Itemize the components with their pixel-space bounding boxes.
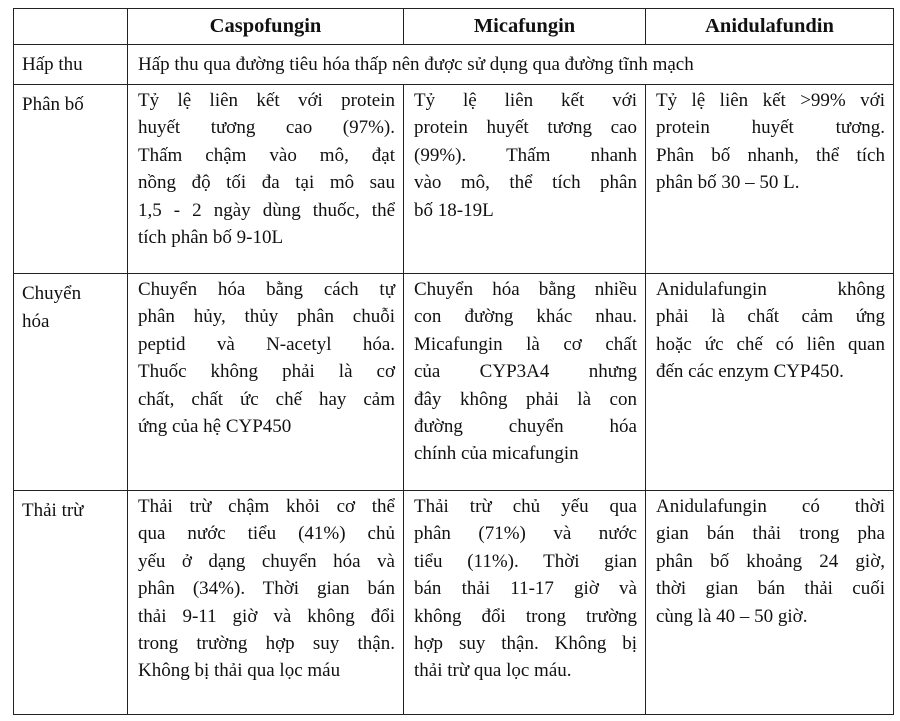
- row-metabolism: [14, 274, 894, 491]
- text-line: vào mô, thể tích phân: [414, 172, 637, 194]
- elimination-micafungin: [404, 491, 646, 715]
- text-line: nồng độ tối đa tại mô sau: [138, 172, 395, 194]
- distribution-anidulafundin: [646, 85, 894, 274]
- text-line: Chuyển hóa bằng nhiều: [414, 279, 637, 300]
- text-line: Tỷ lệ liên kết với: [414, 90, 637, 111]
- text-line: đường chuyển hóa: [414, 416, 637, 438]
- row-elimination: [14, 491, 894, 715]
- text-line: bán thải 11-17 giờ và: [414, 578, 637, 600]
- text-line: Chuyển hóa bằng cách tự: [138, 279, 395, 300]
- text-line: phân (71%) và nước: [414, 523, 637, 545]
- text-line: Không bị thải qua lọc máu: [138, 660, 341, 682]
- text-line: Thải trừ chủ yếu qua: [414, 496, 637, 517]
- row-distribution: [14, 85, 894, 274]
- row-label-absorption: Hấp thu: [14, 45, 128, 85]
- text-line: tiểu (11%). Thời gian: [414, 550, 637, 572]
- text-line: ứng của hệ CYP450: [138, 416, 292, 438]
- text-line: Chuyển: [22, 283, 82, 304]
- text-line: thải 9-11 giờ và không đổi: [138, 605, 395, 627]
- text-line: (99%). Thấm nhanh: [414, 144, 637, 166]
- header-row: [14, 9, 894, 45]
- text-line: 1,5 - 2 ngày dùng thuốc, thể: [138, 199, 395, 221]
- pharmacokinetics-table: [13, 8, 894, 715]
- text-line: phải là chất cảm ứng: [656, 306, 885, 328]
- row-label-elimination: Thải trừ: [14, 491, 128, 715]
- elimination-caspofungin: [128, 491, 404, 715]
- text-line: phân bố khoảng 24 giờ,: [656, 550, 885, 572]
- header-anidulafundin: Anidulafundin: [646, 9, 894, 45]
- text-line: huyết tương cao (97%).: [138, 117, 395, 139]
- text-line: trong trường hợp suy thận.: [138, 633, 395, 655]
- text-line: gian bán thải trong pha: [656, 523, 885, 545]
- text-line: Anidulafungin có thời: [656, 496, 885, 517]
- distribution-micafungin: [404, 85, 646, 274]
- text-line: chính của micafungin: [414, 443, 579, 465]
- text-line: qua nước tiểu (41%) chủ: [138, 523, 395, 545]
- header-empty-cell: [14, 9, 128, 45]
- text-line: đến các enzym CYP450.: [656, 361, 844, 383]
- text-line: tích phân bố 9-10L: [138, 227, 284, 249]
- text-line: không đổi trong trường: [414, 605, 637, 627]
- text-line: peptid và N-acetyl hóa.: [138, 333, 395, 355]
- text-line: Tỷ lệ liên kết với protein: [138, 90, 395, 111]
- text-line: Anidulafungin không: [656, 279, 885, 300]
- text-line: Thấm chậm vào mô, đạt: [138, 144, 395, 166]
- text-line: hợp suy thận. Không bị: [414, 633, 637, 655]
- text-line: Thuốc không phải là cơ: [138, 361, 395, 383]
- text-line: protein huyết tương.: [656, 117, 885, 139]
- absorption-text: Hấp thu qua đường tiêu hóa thấp nên được sử dụng qua đường tĩnh mạch: [128, 45, 894, 85]
- text-line: chất, chất ức chế hay cảm: [138, 388, 395, 410]
- text-line: thải trừ qua lọc máu.: [414, 660, 572, 682]
- text-line: phân hủy, thủy phân chuỗi: [138, 306, 395, 328]
- metabolism-caspofungin: [128, 274, 404, 491]
- elimination-anidulafundin: [646, 491, 894, 715]
- text-line: đây không phải là con: [414, 388, 637, 410]
- row-label-metabolism: [14, 274, 128, 491]
- text-line: hóa: [22, 311, 50, 332]
- text-line: thời gian bán thải cuối: [656, 578, 885, 600]
- distribution-caspofungin: [128, 85, 404, 274]
- text-line: Phân bố nhanh, thể tích: [656, 144, 885, 166]
- text-line: Micafungin là cơ chất: [414, 333, 637, 355]
- text-line: hoặc ức chế có liên quan: [656, 333, 885, 355]
- header-caspofungin: Caspofungin: [128, 9, 404, 45]
- row-absorption: [14, 45, 894, 85]
- text-line: của CYP3A4 nhưng: [414, 361, 637, 383]
- text-line: Tỷ lệ liên kết >99% với: [656, 90, 885, 111]
- text-line: bố 18-19L: [414, 199, 494, 221]
- text-line: phân bố 30 – 50 L.: [656, 172, 800, 194]
- metabolism-micafungin: [404, 274, 646, 491]
- metabolism-anidulafundin: [646, 274, 894, 491]
- text-line: cùng là 40 – 50 giờ.: [656, 605, 808, 627]
- header-micafungin: Micafungin: [404, 9, 646, 45]
- row-label-distribution: Phân bố: [14, 85, 128, 274]
- text-line: Thải trừ chậm khỏi cơ thể: [138, 496, 395, 517]
- text-line: yếu ở dạng chuyển hóa và: [138, 550, 395, 572]
- text-line: con đường khác nhau.: [414, 306, 637, 328]
- text-line: phân (34%). Thời gian bán: [138, 578, 395, 600]
- text-line: protein huyết tương cao: [414, 117, 637, 139]
